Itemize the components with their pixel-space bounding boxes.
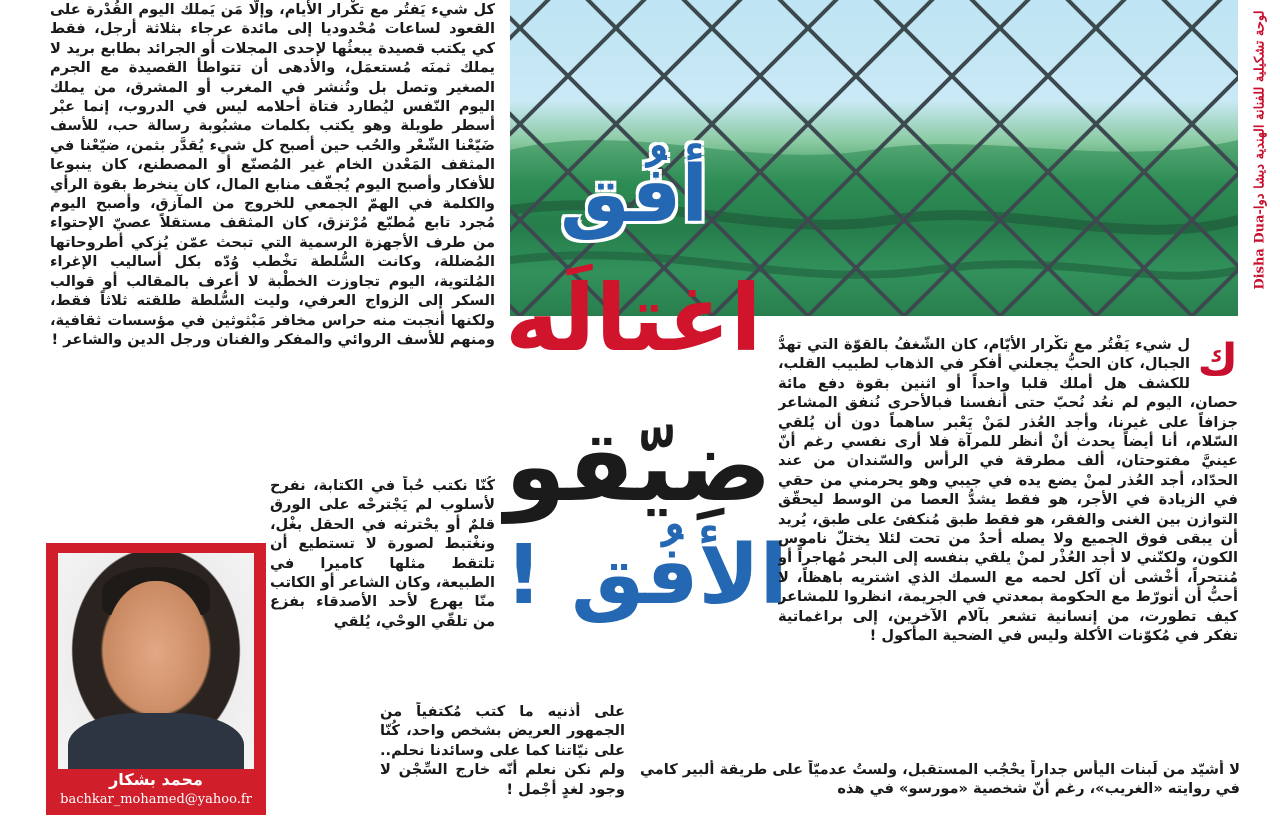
article-column-right [778, 335, 1238, 755]
article-column-bottom [640, 760, 1240, 820]
article-paragraph: ل شيء يَفْتُر مع تكْرار الأيّام، كان الشّغفُ بالقوّة التي تهدُّ الجبال، كان الحبُّ يجعلني أفكر في الذهاب لطبيب القلب، للكشف هل أملك قلبا واحداً أو اثنين بقوة دفع مائة حصان، اليوم لم نعُد نُحبّ حتى أنفسنا فبالأحرى نُنفق المشاعر جزافاً على غيرنا، وأجد العُذر لمَنْ يَعْبر ساهماً دون أن يُلقي السّلام، أنا أيضاً يحدث أنْ أنظر للمرآة فلا أرى نفسي رغم أنّ عينيَّ مفتوحتان، ألف مطرقة في الرأس والسّندان من عند الحدّاد، أجد العُذر لمنْ يضع يده في جيبي وهو يحرمني من حقي في الزيادة في الأجر، هو فقط يشدُّ العصا من الوسط ليحقّق التوازن بين الغنى والفقر، هو فقط طبق مُنكفئ على طبق، يُريد أن يبقى فوق الجميع ولا يصله أحدٌ من تحت لئلا يختلّ ناموس الكون، ولكنّني لا أجد العُذْر لمنْ يلقي بنفسه إلى البحر مُهاجراً أو مُنتحراً، أخْشى أن آكل لحمه مع السمك الذي اشتريه باهظاً، لا أحبُّ أن أتورّط مع الحكومة بمعدتي في الجريمة، انظروا للمشاعر كيف تطورت، من إنسانية تشعر بآلام الآخرين، إلى براغماتية تفكر في مُكوّنات الأكلة وليس في الضحية المأكول ! [778, 336, 1238, 645]
drop-cap: ك [1197, 335, 1238, 386]
author-photo [58, 553, 254, 769]
article-paragraph: لا أُشيّد من لَبنات اليأس جداراً يحْجُب المستقبل، ولستُ عدميّاً على طريقة ألبير كامي في روايته «الغريب»، رغم أنّ شخصية «مورسو» في هذه [640, 761, 1240, 798]
headline-line-1: أفُق [560, 150, 709, 240]
article-column-left-bottom [380, 702, 625, 814]
headline-line-4: الأفُق ! [505, 528, 788, 623]
image-credit [1240, 0, 1280, 300]
article-paragraph: كُنّا نكتب حُباً في الكتابة، نفرح لأسلوب لم يَجْترحْه على الورق قلمٌ أو يحْترثه في الحقل بغْل، ونغْتبط لصورة لا تستطيع أن تلتقط مثلها كاميرا في الطبيعة، وكان الشاعر أو الكاتب منّا يهرع لأحد الأصدقاء بفزع من تلقّي الوحْي، يُلقي [270, 477, 495, 630]
headline-line-3: ضِيّقو [505, 410, 772, 524]
author-face [106, 581, 206, 711]
author-shirt [68, 713, 244, 769]
article-paragraph: كل شيء يَفتُر مع تكْرار الأيام، وإلّا مَن يَملك اليوم القُدْرة على القعود لساعات مُحْدوديا إلى مائدة عرجاء بثلاثة أرجل، فقط كي يكتب قصيدة يبعثُها لإحدى المجلات أو الجرائد بطابع بريد لا يملك ثمنَه مُستعمَل، والأدهى أن تتواطأ القصيدة مع الجرم الصغير وتصل بل وتُنشر في المغرب أو المشرق، من يملك اليوم النّفس ليُطارد فتاة أحلامه ليس في الدروب، إنما عبْر أسطر طويلة وهو يكتب بكلمات مشبُوبة رسالة حب، للأسف ضَيّعْنا الشّعْر والحُب حين أصبح كل شيء يُقدَّر بثمن، ضيّعْنا في المثقف المَعْدن الخام غير المُصنّع أو المصطنع، كان ينبوعا للأفكار وأصبح اليوم يُجفّف منابع المال، كان ينخرط بقوة الرأي والكلمة في الهمّ الجمعي للخروج من المآزق، وأصبح اليوم مُجرد تابع مُطبّع مُرْتزق، كان المثقف مستقلاً عصيّ الإحتواء من طرف الأجهزة الرسمية التي تبحث عمّن يُزكي أطروحاتها المُضللة، وكانت السُّلطة تخْطب وُدّه بكل أساليب الإغراء المُلتوية، اليوم تجاوزت الخطْبة لا أعرف بالمقالب أو قوالب السكر إلى الزواج العرفي، وليت السُّلطة طلقته ثلاثاً فقط، ولكنها أنجبت منه حراس مخافر مَبْثوثين في مؤسسات ثقافية، ومنهم للأسف الروائي والمفكر والفنان ورجل الدين والشاعر ! [50, 1, 495, 348]
headline-line-2: اغتالَه [505, 265, 762, 372]
article-column-left-lower [270, 476, 495, 716]
article-paragraph: على أذنيه ما كتب مُكتفياً من الجمهور العريض بشخص واحد، كُنّا على نيّاتنا كما على وسائدنا نحلم.. ولم نكن نعلم أنّه خارج السِّجْن لا وجود لغدٍ أجْمل ! [380, 703, 625, 798]
image-credit-text: Disha Dua-لوحة تشكيلية للفنانة الهندية ديشا دوا [1252, 10, 1268, 290]
article-column-left [50, 0, 495, 470]
author-email: bachkar_mohamed@yahoo.fr [60, 792, 252, 807]
author-name: محمد بشكار [109, 770, 203, 789]
